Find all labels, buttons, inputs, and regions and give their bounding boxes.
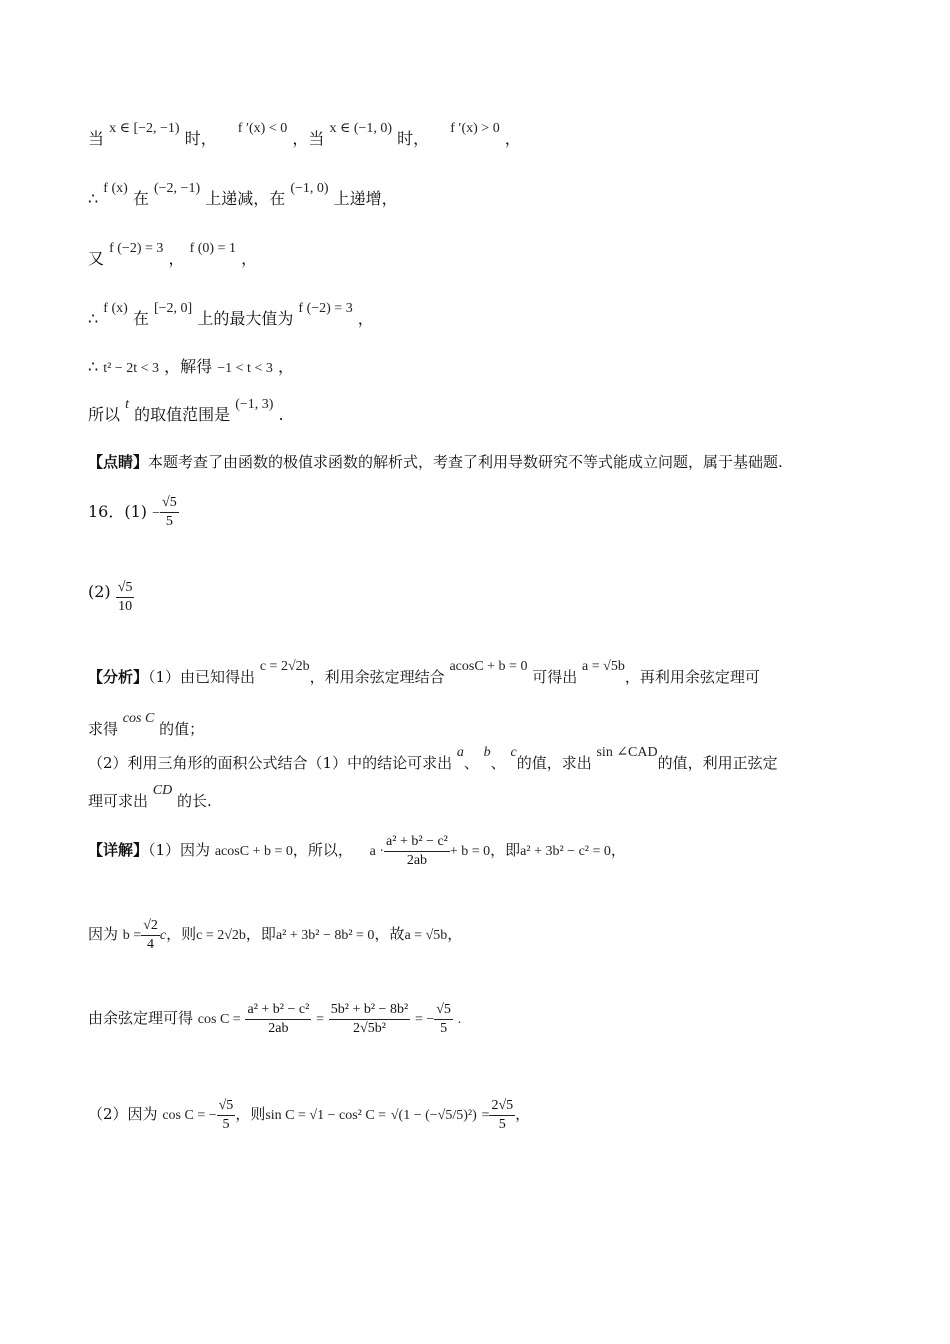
text: ，解得 [164, 357, 213, 376]
math: − [152, 506, 161, 521]
line-6 [88, 397, 284, 428]
text: ∴ [88, 309, 99, 328]
math: a · [369, 844, 385, 859]
denominator: 2ab [406, 852, 428, 868]
math: b [483, 745, 491, 760]
denominator: 5 [440, 1020, 448, 1036]
math: (−1, 3) [235, 397, 274, 412]
numerator: 2√5 [489, 1097, 515, 1116]
text: ，当 [292, 129, 325, 148]
text: 、 [463, 754, 479, 772]
fraction [384, 833, 450, 870]
math: a = √5b [404, 928, 448, 943]
fraction [141, 917, 160, 954]
math: a² + 3b² − c² = 0 [520, 844, 611, 859]
math: t [125, 397, 129, 412]
denominator: 2ab [268, 1020, 289, 1036]
line-1 [88, 121, 521, 152]
text: 求得 [88, 720, 119, 738]
text: ∴ [88, 189, 99, 208]
math: c [159, 928, 167, 943]
text: 理可求出 [88, 792, 149, 810]
math: f (−2) = 3 [298, 301, 353, 316]
math: cos C = − [162, 1108, 217, 1123]
text: (2) [88, 582, 111, 601]
math: = [481, 1108, 490, 1123]
text: ，利用余弦定理结合 [309, 668, 445, 686]
text: 在 [132, 189, 149, 208]
math: a = √5b [582, 659, 625, 674]
text: 、 [490, 754, 506, 772]
detail-line-4 [88, 1086, 530, 1144]
math: a² + 3b² − 8b² = 0 [275, 928, 375, 943]
math: [−2, 0] [153, 301, 193, 316]
fraction [329, 1001, 410, 1038]
denominator: 2√5b² [353, 1020, 386, 1036]
math: f (x) [103, 301, 128, 316]
math: + b = 0 [449, 844, 491, 859]
numerator: a² + b² − c² [384, 833, 450, 852]
denominator: 5 [165, 514, 173, 529]
text: 因为 [88, 925, 119, 943]
text: . [278, 405, 284, 424]
text: 又 [88, 249, 105, 268]
text: 在 [132, 309, 149, 328]
math: (−1, 0) [290, 181, 329, 196]
text: ，即 [490, 841, 521, 859]
fraction [160, 494, 179, 531]
math: sin C = √1 − cos² C = [265, 1108, 387, 1123]
math: c [510, 745, 517, 760]
text: 的值，求出 [516, 754, 592, 772]
fraction [116, 579, 135, 616]
line-3 [88, 241, 258, 272]
text: 上递减，在 [205, 189, 286, 208]
text: ，再利用余弦定理可 [624, 668, 760, 686]
text: ，则 [166, 925, 197, 943]
detail-line-2 [88, 910, 462, 960]
text: ，故 [374, 925, 405, 943]
text: （1）由已知得出 [148, 668, 256, 686]
text: 的值，利用正弦定 [657, 754, 778, 772]
line-4 [88, 301, 374, 332]
math: √(1 − (−√5/5)²) [390, 1108, 477, 1123]
text: 16．(1) [88, 502, 148, 521]
text: ，即 [245, 925, 276, 943]
text: ， [168, 249, 185, 268]
math: t² − 2t < 3 [103, 361, 160, 376]
math: sin ∠CAD [596, 745, 658, 760]
text: ， [515, 1105, 531, 1123]
math: f (−2) = 3 [109, 241, 164, 256]
math: x ∈ (−1, 0) [329, 121, 393, 136]
text: 所以 [88, 405, 121, 424]
text: ， [357, 309, 374, 328]
analysis-line-4 [88, 783, 212, 814]
text: 时， [397, 129, 430, 148]
numerator: a² + b² − c² [245, 1001, 311, 1020]
text: （2）利用三角形的面积公式结合（1）中的结论可求出 [88, 754, 453, 772]
text: （2）因为 [88, 1105, 158, 1123]
math: CD [152, 783, 173, 798]
fraction [434, 1001, 453, 1038]
numerator: 5b² + b² − 8b² [329, 1001, 410, 1020]
math: f ′(x) > 0 [450, 121, 500, 136]
numerator: √2 [141, 917, 160, 936]
text: 的长. [177, 792, 212, 810]
math: acosC + b = 0 [449, 659, 528, 674]
text: 上递增， [333, 189, 398, 208]
math: x ∈ [−2, −1) [109, 121, 180, 136]
analysis-line-3 [88, 745, 778, 776]
comment-label: 【点睛】 [88, 453, 149, 471]
text: ， [447, 925, 463, 943]
text: ， [504, 129, 521, 148]
math: f (x) [103, 181, 128, 196]
text: ∴ [88, 357, 99, 376]
math: b = [122, 928, 142, 943]
text: 当 [88, 129, 105, 148]
denominator: 10 [118, 599, 133, 614]
denominator: 5 [498, 1116, 506, 1132]
text: 由余弦定理可得 [88, 1009, 194, 1027]
text: 的取值范围是 [134, 405, 231, 424]
math: cos C = [197, 1012, 241, 1027]
detail-line-1 [88, 826, 626, 876]
text: 上的最大值为 [197, 309, 294, 328]
fraction [245, 1001, 311, 1038]
comment-line [88, 451, 783, 473]
text: ， [610, 841, 626, 859]
math: c = 2√2b [259, 659, 310, 674]
comment-text: 本题考查了由函数的极值求函数的解析式，考查了利用导数研究不等式能成立问题，属于基础题. [148, 453, 783, 471]
math: −1 < t < 3 [217, 361, 273, 376]
math: c = 2√2b [196, 928, 246, 943]
numerator: √5 [116, 579, 135, 598]
math: (−2, −1) [153, 181, 201, 196]
text: ， [241, 249, 258, 268]
text: ，则 [235, 1105, 266, 1123]
denominator: 4 [147, 936, 155, 952]
text: 时， [184, 129, 217, 148]
analysis-label: 【分析】 [88, 668, 149, 686]
denominator: 5 [222, 1116, 230, 1132]
math: = [316, 1012, 324, 1027]
line-2 [88, 181, 398, 212]
detail-label: 【详解】 [88, 841, 149, 859]
math: f (0) = 1 [189, 241, 236, 256]
math: cos C [122, 711, 155, 726]
text: ， [277, 357, 294, 376]
analysis-line-2 [88, 711, 205, 742]
fraction [489, 1097, 515, 1134]
text: （1）因为 [148, 841, 211, 859]
analysis-line-1 [88, 659, 760, 690]
answer-16-1 [88, 488, 179, 538]
answer-16-2 [88, 568, 134, 616]
math: = − [414, 1012, 435, 1027]
math: acosC + b = 0 [214, 844, 293, 859]
numerator: √5 [160, 494, 179, 513]
math: a [456, 745, 464, 760]
math: . [457, 1012, 462, 1027]
detail-line-3 [88, 994, 461, 1044]
math: f ′(x) < 0 [237, 121, 288, 136]
numerator: √5 [434, 1001, 453, 1020]
numerator: √5 [217, 1097, 236, 1116]
line-5 [88, 356, 294, 380]
text: 可得出 [532, 668, 578, 686]
text: 的值； [159, 720, 205, 738]
text: ，所以， [292, 841, 353, 859]
fraction [217, 1097, 236, 1134]
